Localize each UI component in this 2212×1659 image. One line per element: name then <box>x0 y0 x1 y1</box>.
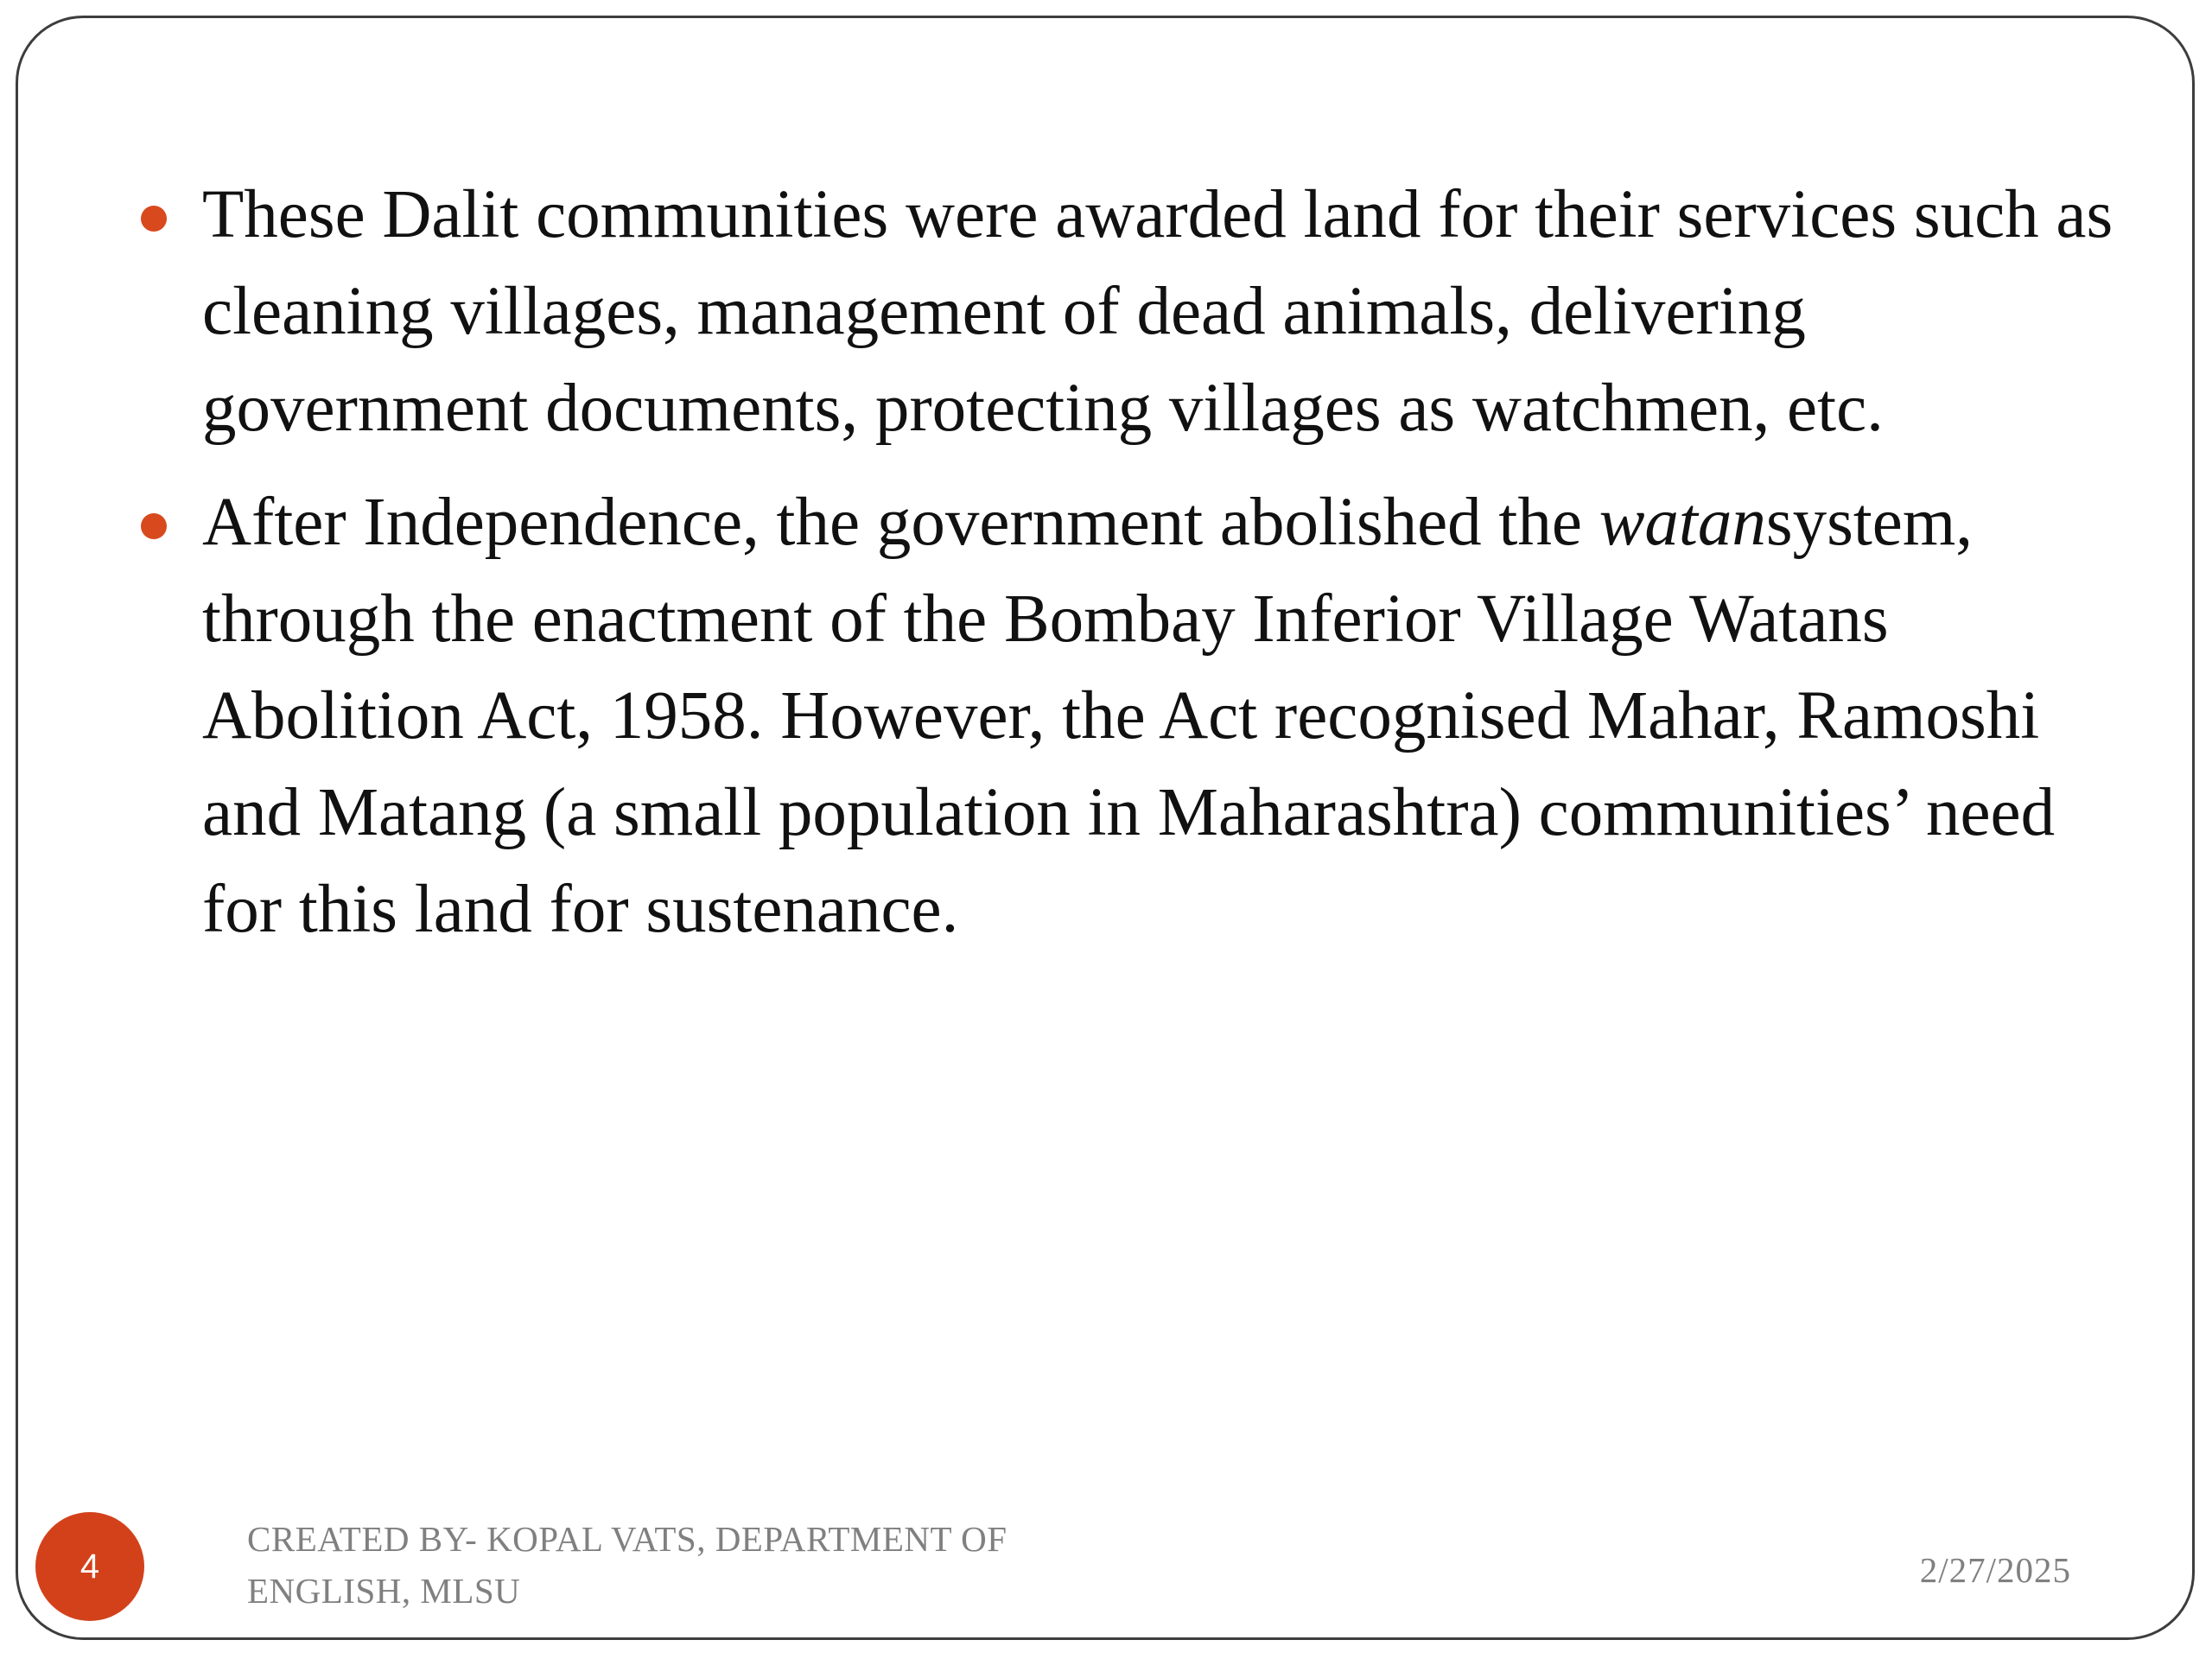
slide <box>16 16 2195 1640</box>
bullet-dot-icon <box>141 513 167 539</box>
footer-credit: CREATED BY- KOPAL VATS, DEPARTMENT OF ENGLISH, MLSU <box>247 1519 1007 1611</box>
bullet-item <box>18 474 2197 958</box>
bullet-text-start: After Independence, the government abolished the <box>202 485 1599 560</box>
slide-body <box>18 167 2197 976</box>
bullet-text: These Dalit communities were awarded land for their services such as cleaning villages, management of dead animals, delivering government documents, protecting villages as watchmen, etc. <box>202 177 2113 446</box>
bullet-text-end: system, through the enactment of the Bombay Inferior Village Watans Abolition Act, 1958. However, the Act recognised Mahar, Ramoshi and Matang (a small population in Maharashtra) communities’ need for this land for sustenance. <box>202 485 2056 947</box>
bullet-item <box>18 167 2197 457</box>
bullet-dot-icon <box>141 206 167 232</box>
footer-date: 2/27/2025 <box>1919 1550 2071 1590</box>
page-number-badge: 4 <box>35 1512 144 1621</box>
slide-footer <box>18 1465 2197 1637</box>
italic-term: watan <box>1599 485 1766 560</box>
